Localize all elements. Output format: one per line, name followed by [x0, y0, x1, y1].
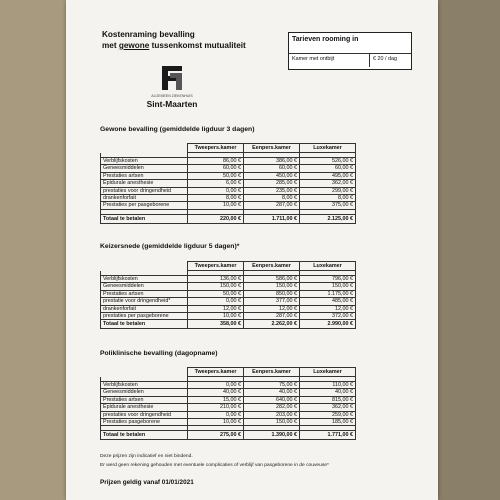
table-row: Prestaties pasgeborene 10,00 € 150,00 € 185,00 €	[101, 419, 356, 426]
table-row: Geneesmiddelen 40,00 € 40,00 € 40,00 €	[101, 389, 356, 396]
background-right	[434, 0, 500, 500]
logo-tagline: ALGEMEEN ZIEKENHUIS	[151, 94, 193, 98]
background-left	[0, 0, 70, 500]
table-row: drankenforfait 8,00 € 8,00 € 8,00 €	[101, 195, 356, 202]
title-line-1: Kostenraming bevalling	[102, 30, 195, 39]
table-row: Prestaties artsen 50,00 € 850,00 € 1.175,00 €	[101, 290, 356, 297]
total-row: Totaal te betalen 220,00 € 1.711,00 € 2.125,00 €	[101, 214, 356, 223]
table-row: Epidurale anesthesie 210,00 € 282,00 € 362,00 €	[101, 404, 356, 411]
table-row: drankenforfait 12,00 € 12,00 € 12,00 €	[101, 305, 356, 312]
column-header: Tweepers.kamer	[188, 368, 244, 377]
table-row: Geneesmiddelen 150,00 € 150,00 € 150,00 €	[101, 283, 356, 290]
logo-icon	[160, 64, 184, 92]
table-row: prestaties per pasgeborene 10,00 € 287,00 € 372,00 €	[101, 313, 356, 320]
section-title: Keizersnede (gemiddelde ligduur 5 dagen)*	[100, 243, 240, 250]
total-row: Totaal te betalen 275,00 € 1.390,00 € 1.771,00 €	[101, 431, 356, 440]
disclaimer-note: Deze prijzen zijn indicatief en niet bindend.	[100, 454, 193, 459]
cost-table-outpatient	[100, 367, 356, 440]
table-header-row	[101, 368, 356, 377]
table-row: prestaties voor dringendheid 0,00 € 203,00 € 259,00 €	[101, 411, 356, 418]
table-row: Prestaties artsen 50,00 € 450,00 € 495,00 €	[101, 172, 356, 179]
section-title: Gewone bevalling (gemiddelde ligduur 3 dagen)	[100, 126, 255, 133]
rooming-column-divider	[369, 53, 370, 67]
rooming-divider	[289, 53, 411, 54]
rooming-in-label: Kamer met ontbijt	[292, 56, 335, 62]
table-header-row	[101, 144, 356, 153]
column-header: Tweepers.kamer	[188, 144, 244, 153]
cost-table-caesarean	[100, 261, 356, 329]
document-title	[102, 29, 246, 51]
title-underlined-word: gewone	[118, 41, 150, 50]
section-title: Poliklinische bevalling (dagopname)	[100, 350, 218, 357]
complications-note: Er werd geen rekening gehouden met eventuele complicaties of verblijf van pasgeborene in de couveuse*	[100, 463, 329, 468]
table-row: prestatie voor dringendheid* 0,00 € 377,00 € 485,00 €	[101, 298, 356, 305]
column-header: Tweepers.kamer	[188, 262, 244, 271]
table-row: Verblijfskosten 0,00 € 75,00 € 110,00 €	[101, 382, 356, 389]
column-header: Luxekamer	[300, 262, 356, 271]
rooming-in-box	[288, 32, 412, 70]
table-row: Epidurale anesthesie 6,00 € 285,00 € 362,00 €	[101, 180, 356, 187]
column-header: Eenpers.kamer	[244, 144, 300, 153]
column-header: Luxekamer	[300, 368, 356, 377]
title-line-2: met gewone tussenkomst mutualiteit	[102, 41, 246, 50]
cost-table-normal-delivery	[100, 143, 356, 224]
table-row: Verblijfskosten 136,00 € 586,00 € 796,00 €	[101, 276, 356, 283]
logo-name: Sint-Maarten	[146, 99, 198, 109]
column-header: Luxekamer	[300, 144, 356, 153]
table-row: Prestaties per pasgeborene 10,00 € 287,00 € 375,00 €	[101, 202, 356, 209]
table-row: Geneesmiddelen 60,00 € 60,00 € 60,00 €	[101, 165, 356, 172]
table-row: Prestaties artsen 15,00 € 640,00 € 815,00 €	[101, 396, 356, 403]
hospital-logo	[140, 64, 204, 114]
validity-date: Prijzen geldig vanaf 01/01/2021	[100, 479, 194, 486]
total-row: Totaal te betalen 358,00 € 2.262,00 € 2.990,00 €	[101, 320, 356, 329]
table-header-row	[101, 262, 356, 271]
column-header: Eenpers.kamer	[244, 368, 300, 377]
table-row: Verblijfskosten 86,00 € 386,00 € 526,00 €	[101, 158, 356, 165]
column-header: Eenpers.kamer	[244, 262, 300, 271]
document-page	[66, 0, 438, 500]
rooming-in-title: Tarieven rooming in	[292, 36, 359, 43]
table-row: prestaties voor dringendheid 0,00 € 235,00 € 299,00 €	[101, 187, 356, 194]
rooming-in-price: € 20 / dag	[373, 56, 397, 62]
